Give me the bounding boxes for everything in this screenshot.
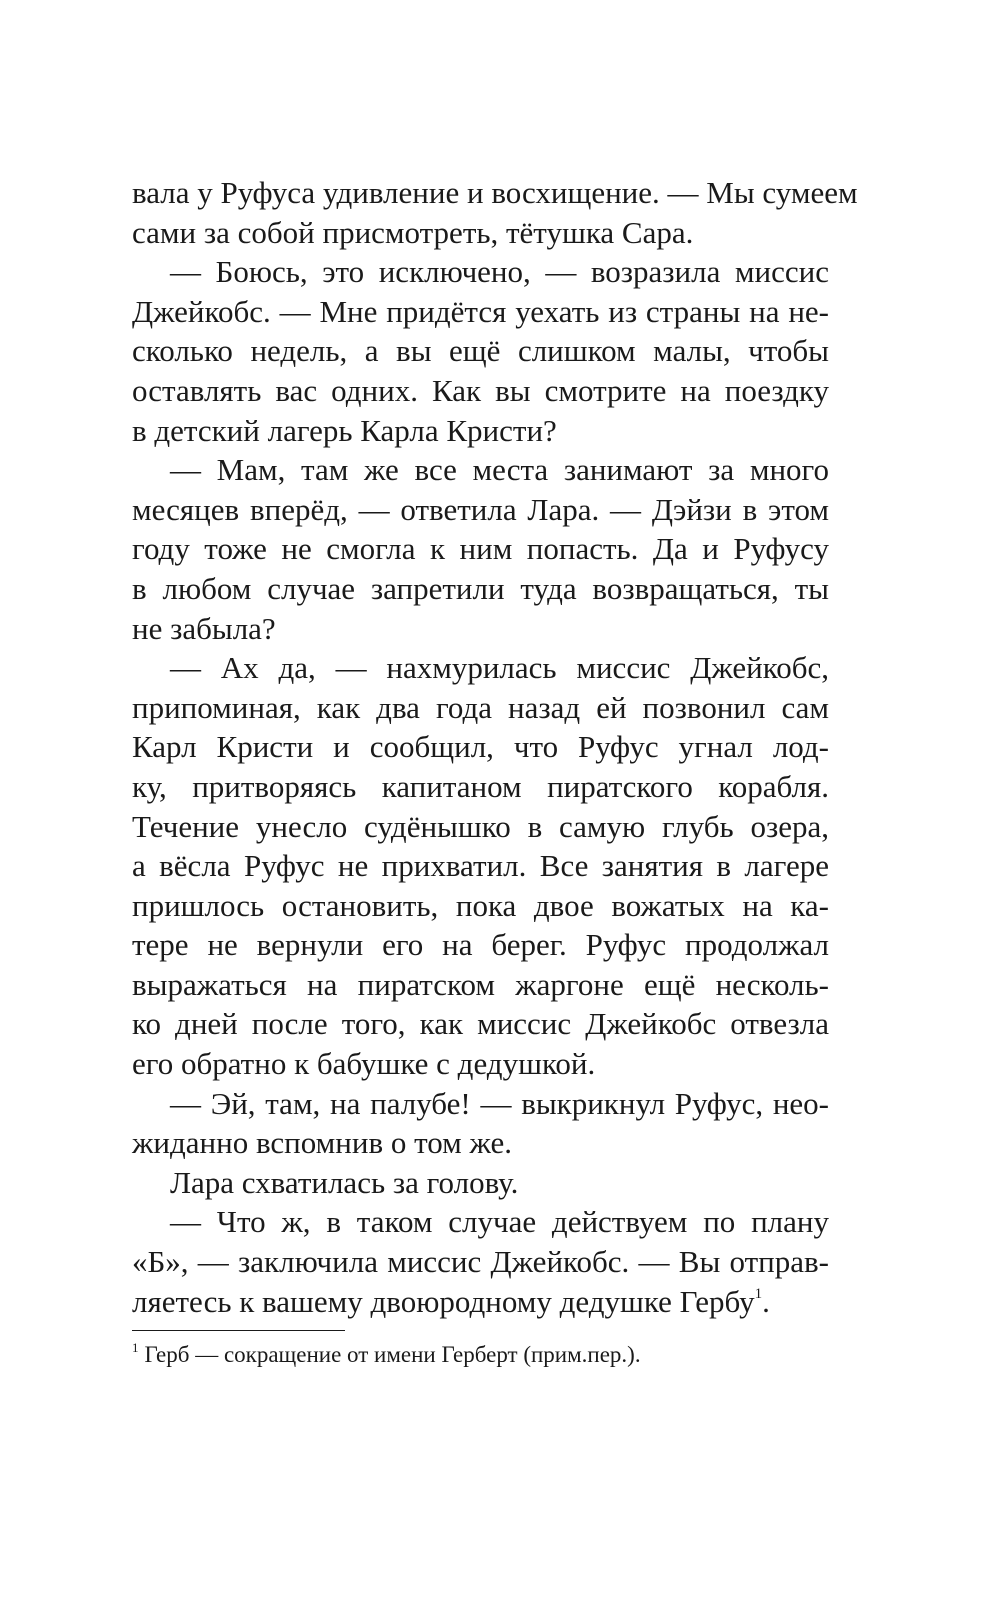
text-line: пришлось остановить, пока двое вожатых на ка-: [132, 887, 829, 923]
text-line: ку, притворяясь капитаном пиратского корабля.: [132, 768, 829, 804]
text-line: припоминая, как два года назад ей позвонил сам: [132, 689, 829, 725]
footnote-marker: 1: [132, 1340, 139, 1355]
text-line: Лара схватилась за голову.: [170, 1164, 519, 1200]
text-line-with-footnote-ref: ляетесь к вашему двоюродному дедушке Гербу$^1$.: [132, 1283, 770, 1319]
text-line: тере не вернули его на берег. Руфус продолжал: [132, 927, 829, 963]
text-line: — Мам, там же все места занимают за много: [170, 452, 829, 488]
text-line: сколько недель, а вы ещё слишком малы, чтобы: [132, 333, 829, 369]
text-line: в любом случае запретили туда возвращаться, ты: [132, 570, 829, 606]
footnote-text: Герб — сокращение от имени Герберт (прим.пер.).: [144, 1342, 641, 1367]
text-line: жиданно вспомнив о том же.: [132, 1125, 513, 1161]
text-line: году тоже не смогла к ним попасть. Да и Руфусу: [132, 531, 829, 567]
text-line: оставлять вас одних. Как вы смотрите на поездку: [132, 372, 829, 408]
text-line: его обратно к бабушке с дедушкой.: [132, 1046, 596, 1082]
text-line: — Что ж, в таком случае действуем по плану: [170, 1204, 829, 1240]
text-line: в детский лагерь Карла Кристи?: [132, 412, 557, 448]
text-line: а вёсла Руфус не прихватил. Все занятия в лагере: [132, 848, 829, 884]
text-line: — Боюсь, это исключено, — возразила миссис: [170, 254, 829, 290]
text-line: выражаться на пиратском жаргоне ещё несколь-: [132, 966, 829, 1002]
page-body-text: [132, 173, 858, 1321]
text-line: — Эй, там, на палубе! — выкрикнул Руфус, нео-: [170, 1085, 829, 1121]
footnote: [132, 1340, 641, 1370]
text-line: сами за собой присмотреть, тётушка Сара.: [132, 214, 694, 250]
text-line: не забыла?: [132, 610, 276, 646]
text-line: — Ах да, — нахмурилась миссис Джейкобс,: [170, 650, 829, 686]
text-line-content: ляетесь к вашему двоюродному дедушке Гербу: [132, 1283, 755, 1319]
text-line: Карл Кристи и сообщил, что Руфус угнал лод-: [132, 729, 829, 765]
text-line: месяцев вперёд, — ответила Лара. — Дэйзи в этом: [132, 491, 829, 527]
text-line: Течение унесло судёнышко в самую глубь озера,: [132, 808, 829, 844]
text-line: «Б», — заключила миссис Джейкобс. — Вы отправ-: [132, 1244, 829, 1280]
footnote-divider: [132, 1330, 345, 1331]
text-line: вала у Руфуса удивление и восхищение. — Мы сумеем: [132, 175, 858, 210]
text-line: Джейкобс. — Мне придётся уехать из страны на не-: [132, 293, 829, 329]
text-line: ко дней после того, как миссис Джейкобс отвезла: [132, 1006, 829, 1042]
footnote-reference: 1: [754, 1285, 763, 1302]
